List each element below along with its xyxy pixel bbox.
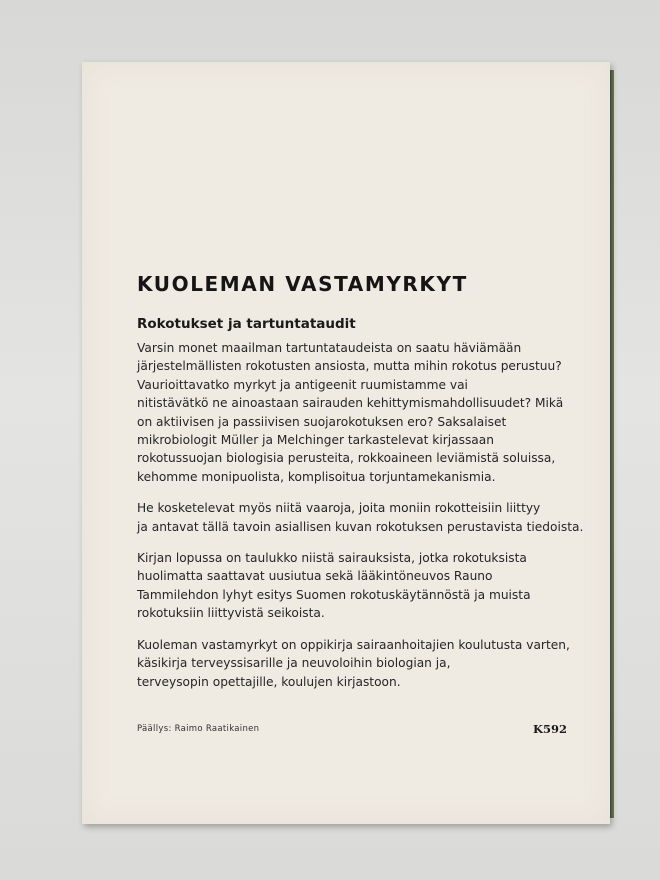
text-line: huolimatta saattavat uusiutua sekä lääkintöneuvos Rauno	[137, 569, 493, 584]
text-line: järjestelmällisten rokotusten ansiosta, mutta mihin rokotus perustuu?	[137, 359, 562, 374]
blurb-paragraph	[137, 339, 609, 486]
text-line: Varsin monet maailman tartuntataudeista on saatu häviämään	[137, 341, 522, 355]
text-line: rokotuksiin liittyvistä seikoista.	[137, 606, 325, 621]
text-line: nitistävätkö ne ainoastaan sairauden kehittymismahdollisuudet? Mikä	[137, 396, 564, 411]
text-line: Kirjan lopussa on taulukko niistä sairauksista, jotka rokotuksista	[137, 551, 527, 566]
blurb-paragraph	[137, 549, 609, 623]
text-line: mikrobiologit Müller ja Melchinger tarkastelevat kirjassaan	[137, 433, 494, 448]
text-line: Kuoleman vastamyrkyt on oppikirja sairaanhoitajien koulutusta varten,	[137, 637, 570, 652]
blurb-text	[137, 339, 609, 691]
book-subtitle: Rokotukset ja tartuntataudit	[137, 316, 356, 332]
book-title: KUOLEMAN VASTAMYRKYT	[137, 272, 468, 296]
text-line: Vaurioittavatko myrkyt ja antigeenit ruumistamme vai	[137, 377, 468, 392]
text-line: on aktiivisen ja passiivisen suojarokotuksen ero? Saksalaiset	[137, 414, 507, 429]
book-spine-edge	[610, 70, 614, 818]
text-line: käsikirja terveyssisarille ja neuvoloihin biologian ja,	[137, 656, 451, 671]
text-line: He kosketelevat myös niitä vaaroja, joita moniin rokotteisiin liittyy	[137, 501, 541, 516]
text-line: rokotussuojan biologisia perusteita, rokkoaineen leviämistä soluissa,	[137, 451, 556, 466]
text-line: terveysopin opettajille, koulujen kirjastoon.	[137, 674, 401, 689]
text-line: Tammilehdon lyhyt esitys Suomen rokotuskäytännöstä ja muista	[137, 587, 531, 602]
book-code: K592	[533, 722, 568, 736]
text-line: ja antavat tällä tavoin asiallisen kuvan rokotuksen perustavista tiedoista.	[137, 519, 584, 534]
blurb-paragraph	[137, 636, 609, 691]
book-back-cover	[82, 62, 610, 824]
cover-designer-credit: Päällys: Raimo Raatikainen	[137, 724, 260, 734]
text-line: kehomme monipuolista, komplisoitua torjuntamekanismia.	[137, 469, 496, 484]
blurb-paragraph	[137, 499, 609, 536]
